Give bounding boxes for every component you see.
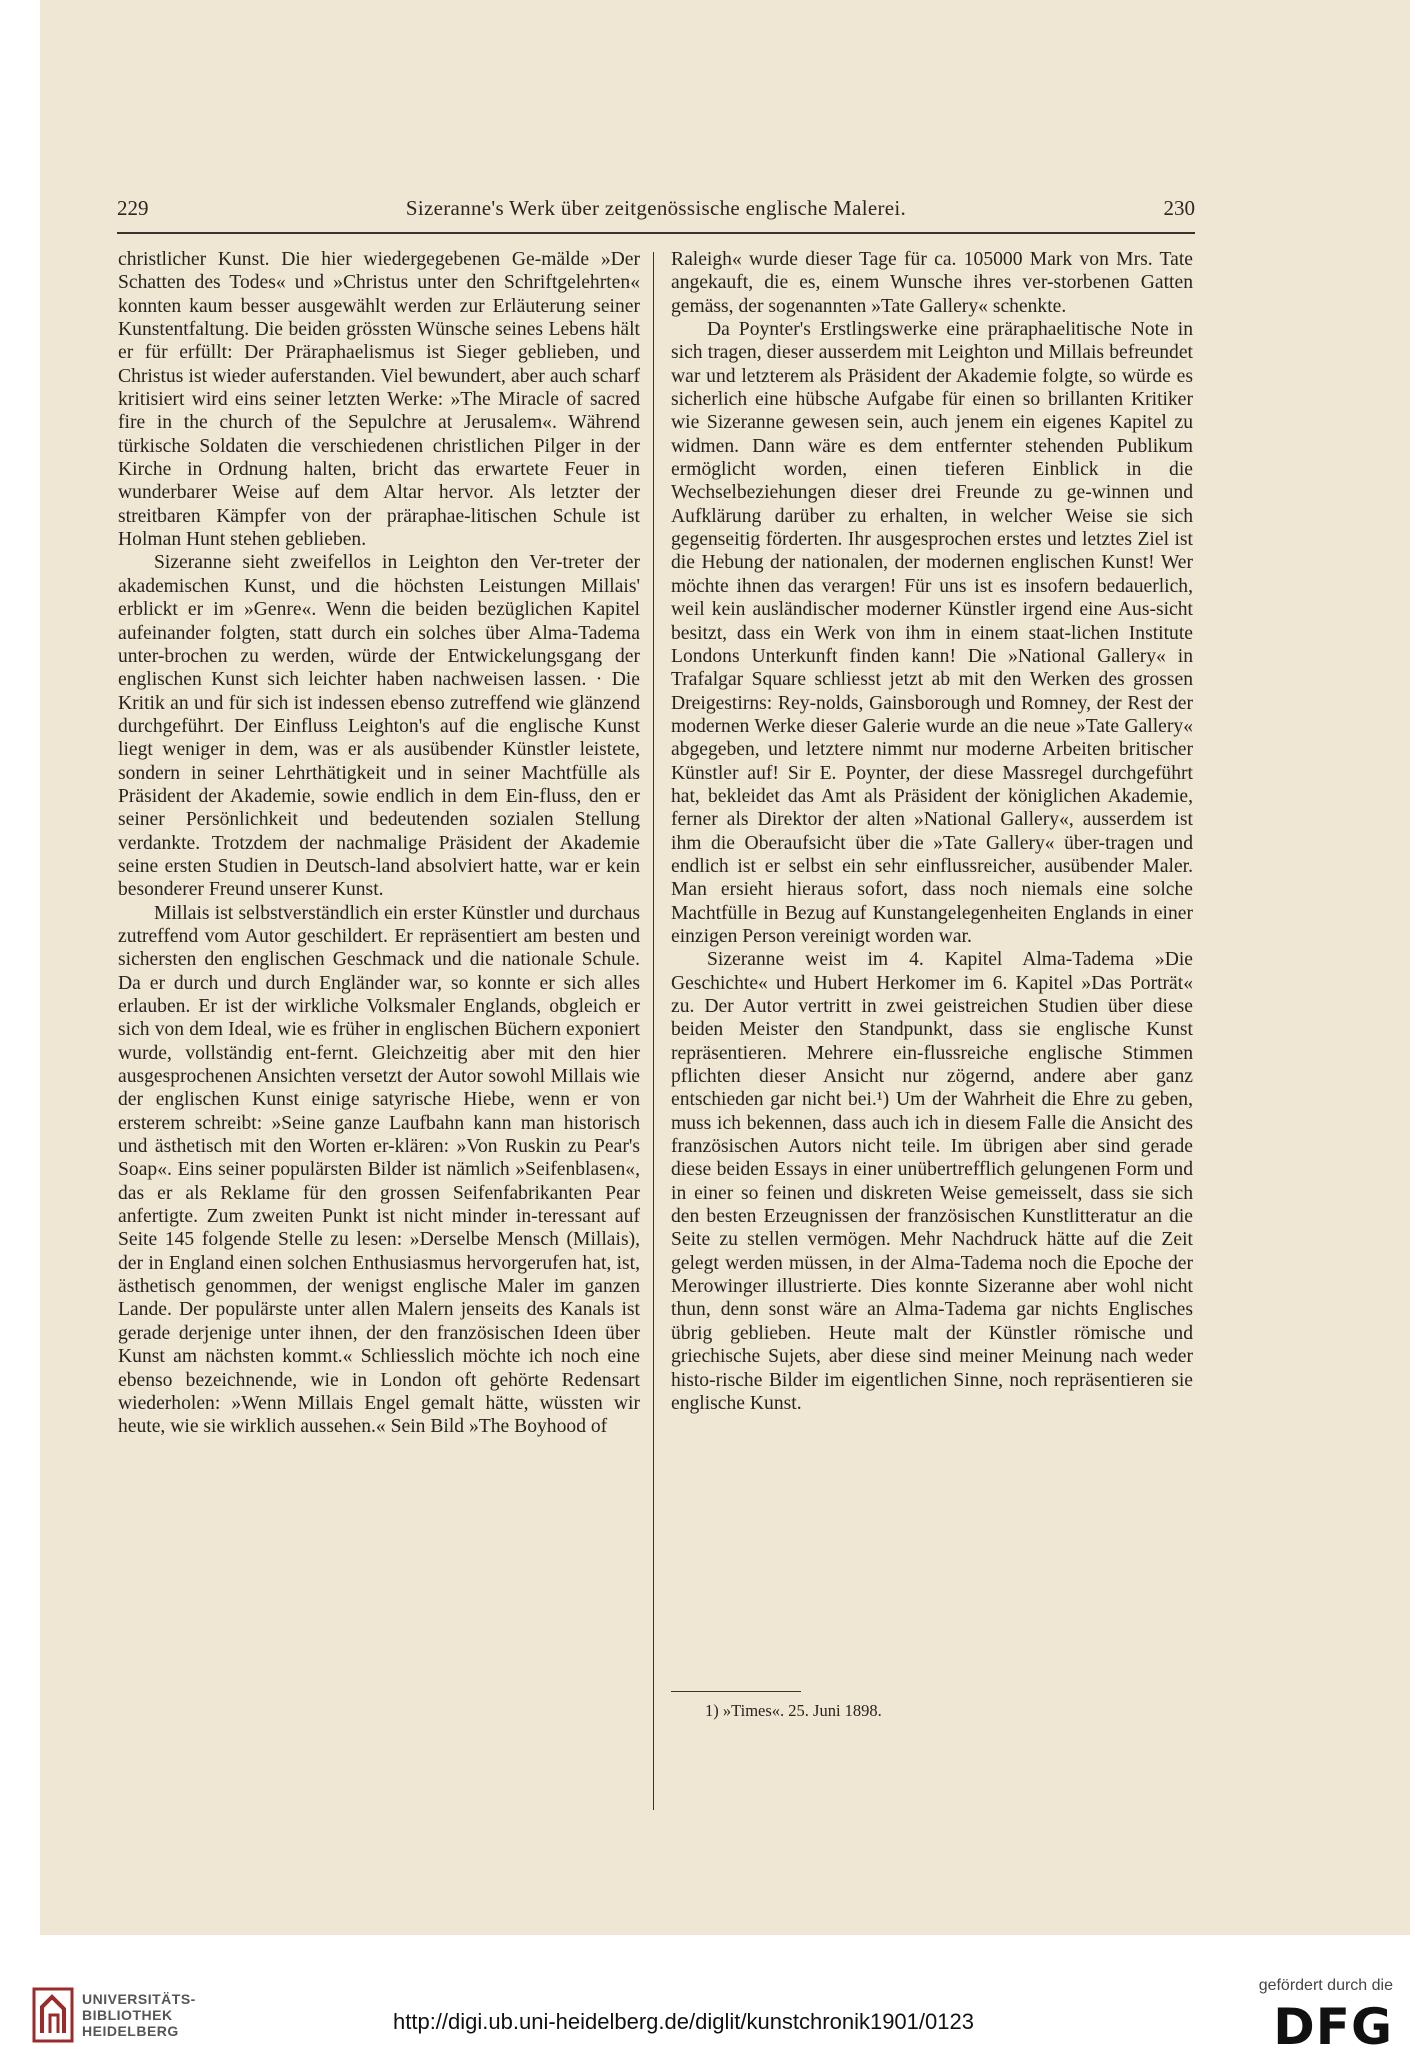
- paragraph: Sizeranne sieht zweifellos in Leighton den Ver-treter der akademischen Kunst, und die höchsten Leistungen Millais' erblickt er im »Genre«. Wenn die beiden bezüglichen Kapitel aufeinander folgten, statt durch ein solches über Alma-Tadema unter-brochen zu werden, würde der Entwickelungsgang der englischen Kunst sich leichter haben nachweisen lassen. · Die Kritik an und für sich ist indessen ebenso zutreffend wie glänzend durchgeführt. Der Einfluss Leighton's auf die englische Kunst liegt weniger in dem, was er als ausübender Künstler leistete, sondern in seiner Lehrthätigkeit und in seiner Machtfülle als Präsident der Akademie, sowie endlich in dem Ein-fluss, den er seiner Persönlichkeit und bedeutenden sozialen Stellung verdankte. Trotzdem der nachmalige Präsident der Akademie seine ersten Studien in Deutsch-land absolviert hatte, war er kein besonderer Freund unserer Kunst.: [118, 552, 640, 901]
- library-logo-icon: [32, 1987, 74, 2043]
- library-line: UNIVERSITÄTS-: [82, 1991, 196, 2007]
- footer-bar: [0, 1935, 1415, 2067]
- library-line: BIBLIOTHEK: [82, 2007, 173, 2023]
- paragraph: Da Poynter's Erstlingswerke eine präraphaelitische Note in sich tragen, dieser ausserdem mit Leighton und Millais befreundet war und letzterem als Präsident der Akademie folgte, so würde es sicherlich eine hübsche Aufgabe für einen so brillanten Kritiker wie Sizeranne gewesen sein, auch jenem ein eigenes Kapitel zu widmen. Dann wäre es dem entfernter stehenden Publikum ermöglicht worden, einen tieferen Einblick in die Wechselbeziehungen dieser drei Freunde zu ge-winnen und Aufklärung darüber zu erhalten, in welcher Weise sie sich gegenseitig förderten. Ihr ausgesprochen erstes und letztes Ziel ist die Hebung der nationalen, der modernen englischen Kunst! Wer möchte ihnen das verargen! Für uns ist es insofern bedauerlich, weil kein ausländischer moderner Künstler irgend eine Aus-sicht besitzt, dass ein Werk von ihm in einem staat-lichen Institute Londons Unterkunft finden kann! Die »National Gallery« in Trafalgar Square schliesst jetzt ab mit den Werken des grossen Dreigestirns: Rey-nolds, Gainsborough und Romney, der Rest der modernen Werke dieser Galerie wurde an die neue »Tate Gallery« abgegeben, und letztere nimmt nur moderne Arbeiten britischer Künstler auf! Sir E. Poynter, der diese Massregel durchgeführt hat, bekleidet das Amt als Präsident der königlichen Akademie, ferner als Direktor der alten »National Gallery«, ausserdem ist ihm die Oberaufsicht über die »Tate Gallery« über-tragen und endlich ist er selbst ein sehr einflussreicher, ausübender Maler. Man ersieht hieraus sofort, dass noch niemals eine solche Machtfülle in Bezug auf Kunstangelegenheiten Englands in einer einzigen Person vereinigt worden war.: [671, 319, 1193, 947]
- page-number-right: 230: [1163, 196, 1195, 220]
- paragraph: Raleigh« wurde dieser Tage für ca. 105000 Mark von Mrs. Tate angekauft, die es, einem Wunsche ihres ver-storbenen Gatten gemäss, der sogenannten »Tate Gallery« schenkte.: [671, 249, 1193, 317]
- library-line: HEIDELBERG: [82, 2023, 179, 2039]
- right-column: [671, 248, 1193, 1415]
- paragraph: christlicher Kunst. Die hier wiedergegebenen Ge-mälde »Der Schatten des Todes« und »Christus unter den Schriftgelehrten« konnten kaum besser ausgewählt werden zur Erläuterung seiner Kunstentfaltung. Die beiden grössten Wünsche seines Lebens hält er für erfüllt: Der Präraphaelismus ist Sieger geblieben, und Christus ist wieder auferstanden. Viel bewundert, aber auch scharf kritisiert wird eins seiner letzten Werke: »The Miracle of sacred fire in the church of the Sepulchre at Jerusalem«. Während türkische Soldaten die verschiedenen christlichen Pilger in der Kirche in Ordnung halten, bricht das erwartete Feuer in wunderbarer Weise auf dem Altar hervor. Als letzter der streitbaren Kämpfer von der präraphae-litischen Schule ist Holman Hunt stehen geblieben.: [118, 249, 640, 551]
- left-column: [118, 248, 640, 1439]
- running-head: [117, 196, 1195, 232]
- dfg-logo: DFG: [1273, 1998, 1393, 2056]
- funded-by-label: gefördert durch die: [1258, 1977, 1393, 1994]
- library-name: [82, 1991, 196, 2039]
- column-divider: [653, 252, 654, 1810]
- footnote: 1) »Times«. 25. Juni 1898.: [705, 1701, 882, 1720]
- permalink-url[interactable]: http://digi.ub.uni-heidelberg.de/diglit/kunstchronik1901/0123: [393, 2009, 974, 2034]
- running-title: Sizeranne's Werk über zeitgenössische englische Malerei.: [405, 196, 907, 220]
- page-number-left: 229: [117, 196, 149, 220]
- paragraph: Millais ist selbstverständlich ein erster Künstler und durchaus zutreffend vom Autor geschildert. Er repräsentiert am besten und sichersten den englischen Geschmack und die nationale Schule. Da er durch und durch Engländer war, so konnte er sich alles erlauben. Er ist der wirkliche Volksmaler Englands, obgleich er sich von dem Ideal, wie es früher in englischen Büchern exponiert wurde, vollständig ent-fernt. Gleichzeitig aber mit den hier ausgesprochenen Ansichten versetzt der Autor sowohl Millais wie der englischen Kunst einige satyrische Hiebe, wenn er von ersterem schreibt: »Seine ganze Laufbahn kann man historisch und ästhetisch mit den Worten er-klären: »Von Ruskin zu Pear's Soap«. Eins seiner populärsten Bilder ist nämlich »Seifenblasen«, das er als Reklame für den grossen Seifenfabrikanten Pear anfertigte. Zum zweiten Punkt ist nicht minder in-teressant auf Seite 145 folgende Stelle zu lesen: »Derselbe Mensch (Millais), der in England einen solchen Enthusiasmus hervorgerufen hat, ist, ästhetisch genommen, der wenigst englische Maler im ganzen Lande. Der populärste unter allen Malern jenseits des Kanals ist gerade derjenige unter ihnen, der den französischen Ideen über Kunst am nächsten kommt.« Schliesslich möchte ich noch eine ebenso bezeichnende, wie in London oft gehörte Redensart wiederholen: »Wenn Millais Engel gemalt hätte, wüssten wir heute, wie sie wirklich aussehen.« Sein Bild »The Boyhood of: [118, 902, 640, 1438]
- paragraph: Sizeranne weist im 4. Kapitel Alma-Tadema »Die Geschichte« und Hubert Herkomer im 6. Kapitel »Das Porträt« zu. Der Autor vertritt in zwei geistreichen Studien über diese beiden Meister den Standpunkt, dass sie englische Kunst repräsentieren. Mehrere ein-flussreiche englische Stimmen pflichten dieser Ansicht nur zögernd, andere aber ganz entschieden gar nicht bei.¹) Um der Wahrheit die Ehre zu geben, muss ich bekennen, dass auch ich in diesem Falle die Ansicht des französischen Autors nicht teile. Im übrigen aber sind gerade diese beiden Essays in einer unübertrefflich gelungenen Form und in einer so feinen und diskreten Weise gemeisselt, dass sie sich den besten Erzeugnissen der französischen Kunstlitteratur an die Seite zu stellen vermögen. Mehr Nachdruck hätte auf die Zeit gelegt werden müssen, in der Alma-Tadema noch die Epoche der Merowinger illustrierte. Dies konnte Sizeranne aber wohl nicht thun, denn sonst wäre an Alma-Tadema gar nichts Englisches übrig geblieben. Heute malt der Künstler römische und griechische Sujets, aber diese sind meiner Meinung nach weder histo-rische Bilder im eigentlichen Sinne, noch repräsentieren sie englische Kunst.: [671, 949, 1193, 1414]
- footnote-rule: [671, 1691, 801, 1692]
- header-rule: [117, 232, 1195, 234]
